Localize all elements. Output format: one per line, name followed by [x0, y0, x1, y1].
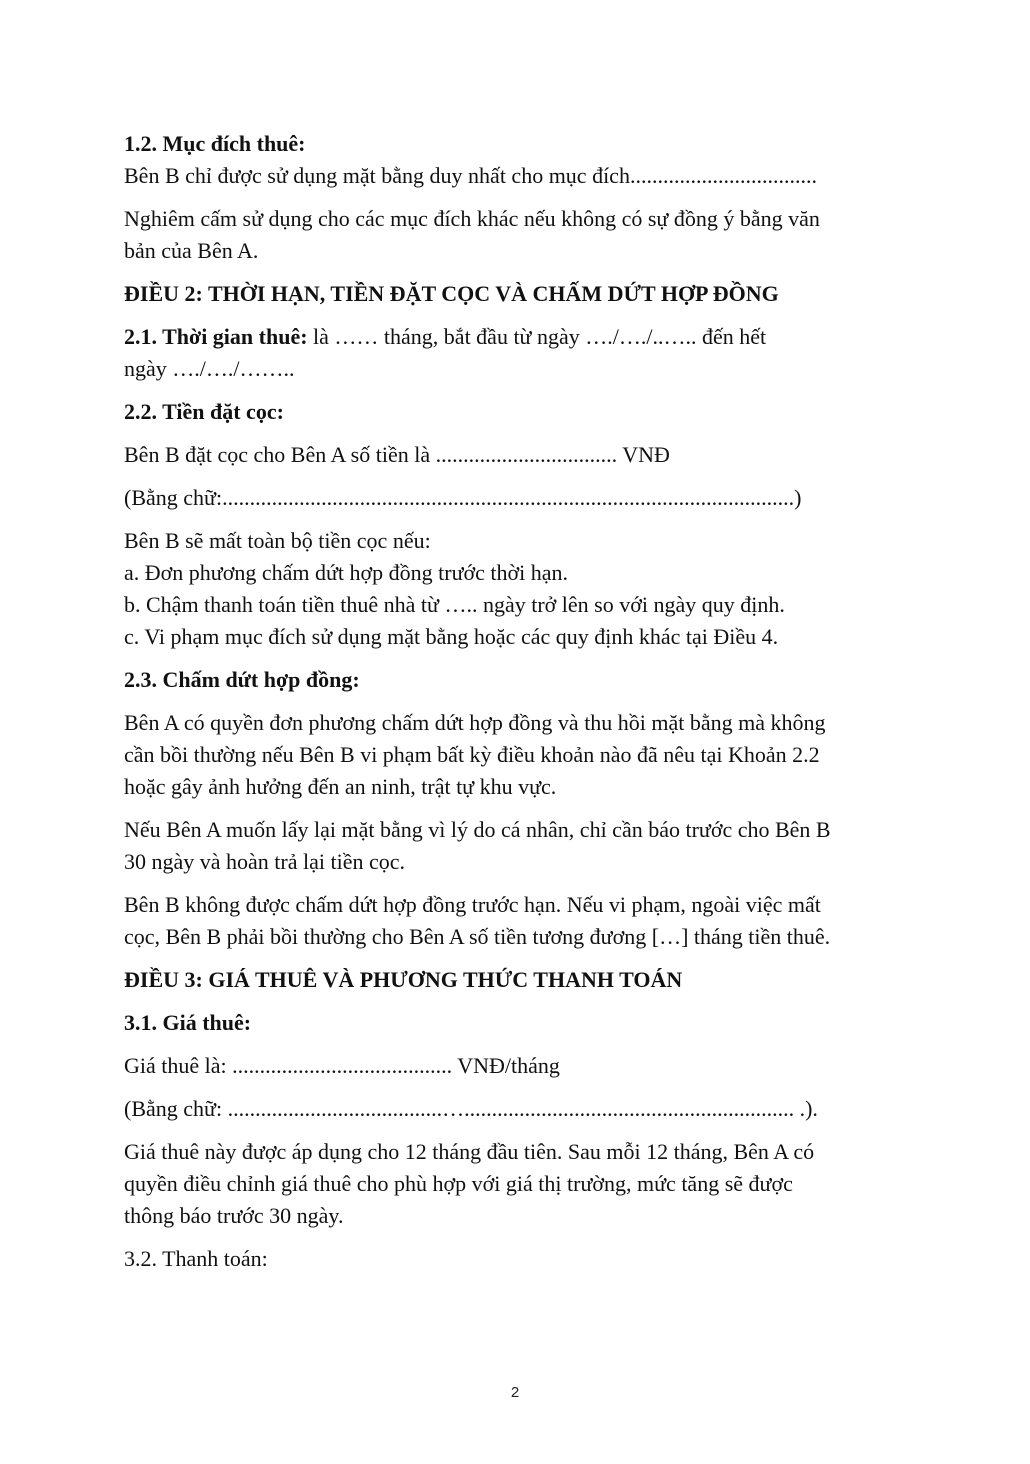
section-1-2-restriction-line2: bản của Bên A. — [124, 238, 259, 263]
deposit-forfeit-intro: Bên B sẽ mất toàn bộ tiền cọc nếu: — [124, 528, 431, 553]
section-2-1-text: là …… tháng, bắt đầu từ ngày …./…./..….. đến hết — [307, 324, 767, 349]
deposit-forfeit-item-b: b. Chậm thanh toán tiền thuê nhà từ ….. ngày trở lên so với ngày quy định. — [124, 592, 785, 617]
deposit-amount-line: Bên B đặt cọc cho Bên A số tiền là ................................. VNĐ — [124, 442, 670, 467]
document-page — [124, 128, 914, 1275]
section-1-2-paragraph: Bên B chỉ được sử dụng mặt bằng duy nhất cho mục đích.................................. — [124, 163, 817, 188]
section-2-1-label: 2.1. Thời gian thuê: — [124, 324, 308, 349]
section-2-1-line1 — [124, 321, 914, 353]
deposit-forfeit-item-a: a. Đơn phương chấm dứt hợp đồng trước thời hạn. — [124, 560, 569, 585]
section-1-2-title: 1.2. Mục đích thuê: — [124, 131, 306, 156]
termination-paragraph-2-line1: Nếu Bên A muốn lấy lại mặt bằng vì lý do cá nhân, chỉ cần báo trước cho Bên B — [124, 817, 831, 842]
rent-adjustment-line3: thông báo trước 30 ngày. — [124, 1203, 344, 1228]
termination-paragraph-1-line2: cần bồi thường nếu Bên B vi phạm bất kỳ điều khoản nào đã nêu tại Khoản 2.2 — [124, 742, 820, 767]
termination-paragraph-1-line1: Bên A có quyền đơn phương chấm dứt hợp đồng và thu hồi mặt bằng mà không — [124, 710, 826, 735]
section-3-2-title: 3.2. Thanh toán: — [124, 1246, 268, 1271]
rent-adjustment-line2: quyền điều chỉnh giá thuê cho phù hợp với giá thị trường, mức tăng sẽ được — [124, 1171, 793, 1196]
deposit-forfeit-item-c: c. Vi phạm mục đích sử dụng mặt bằng hoặc các quy định khác tại Điều 4. — [124, 624, 779, 649]
termination-paragraph-3-line1: Bên B không được chấm dứt hợp đồng trước hạn. Nếu vi phạm, ngoài việc mất — [124, 892, 821, 917]
section-2-3-title: 2.3. Chấm dứt hợp đồng: — [124, 667, 360, 692]
deposit-in-words-line: (Bằng chữ:........................................................................................................) — [124, 485, 802, 510]
section-2-1-line2: ngày …./…./…….. — [124, 356, 295, 381]
article-2-heading: ĐIỀU 2: THỜI HẠN, TIỀN ĐẶT CỌC VÀ CHẤM DỨT HỢP ĐỒNG — [124, 281, 779, 306]
rent-in-words-line: (Bằng chữ: .......................................…............................................................ .). — [124, 1096, 818, 1121]
termination-paragraph-3-line2: cọc, Bên B phải bồi thường cho Bên A số tiền tương đương […] tháng tiền thuê. — [124, 924, 831, 949]
article-3-heading: ĐIỀU 3: GIÁ THUÊ VÀ PHƯƠNG THỨC THANH TOÁN — [124, 967, 683, 992]
section-1-2-restriction-line1: Nghiêm cấm sử dụng cho các mục đích khác nếu không có sự đồng ý bằng văn — [124, 206, 820, 231]
section-3-1-title: 3.1. Giá thuê: — [124, 1010, 252, 1035]
rent-amount-line: Giá thuê là: ........................................ VNĐ/tháng — [124, 1053, 560, 1078]
termination-paragraph-1-line3: hoặc gây ảnh hưởng đến an ninh, trật tự khu vực. — [124, 774, 557, 799]
termination-paragraph-2-line2: 30 ngày và hoàn trả lại tiền cọc. — [124, 849, 406, 874]
page-number: 2 — [510, 1384, 520, 1401]
rent-adjustment-line1: Giá thuê này được áp dụng cho 12 tháng đầu tiên. Sau mỗi 12 tháng, Bên A có — [124, 1139, 815, 1164]
section-2-2-title: 2.2. Tiền đặt cọc: — [124, 399, 284, 424]
